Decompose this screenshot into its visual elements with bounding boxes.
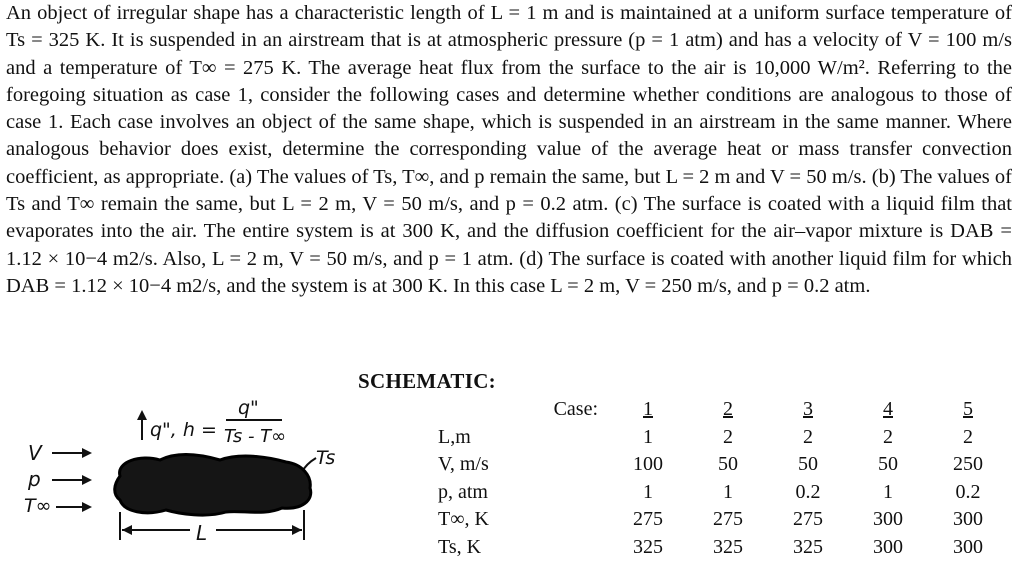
table-cell: 1	[643, 425, 653, 448]
table-cell: 2	[803, 425, 813, 448]
table-cell: 325	[713, 535, 743, 558]
row-label: Ts, K	[438, 535, 482, 558]
table-row	[438, 424, 1008, 452]
case-number: 3	[803, 398, 813, 421]
table-cell: 275	[713, 508, 743, 531]
table-cell: 50	[798, 453, 818, 476]
problem-statement: An object of irregular shape has a characteristic length of L = 1 m and is maintained at a uniform surface temperature of Ts = 325 K. It is suspended in an airstream that is at atmospheric pressure (p = 1 atm) and has a velocity of V = 100 m/s and a temperature of T∞ = 275 K. The average heat flux from the surface to the air is 10,000 W/m². Referring to the foregoing situation as case 1, consider the following cases and determine whether conditions are analogous to those of case 1. Each case involves an object of the same shape, which is suspended in an airstream in the same manner. Where analogous behavior does exist, determine the corresponding value of the average heat or mass transfer convection coefficient, as appropriate. (a) The values of Ts, T∞, and p remain the same, but L = 2 m and V = 50 m/s. (b) The values of Ts and T∞ remain the same, but L = 2 m, V = 50 m/s, and p = 0.2 atm. (c) The surface is coated with a liquid film that evaporates into the air. The entire system is at 300 K, and the diffusion coefficient for the air–vapor mixture is DAB = 1.12 × 10−4 m2/s. Also, L = 2 m, V = 50 m/s, and p = 1 atm. (d) The surface is coated with another liquid film for which DAB = 1.12 × 10−4 m2/s, and the system is at 300 K. In this case L = 2 m, V = 250 m/s, and p = 0.2 atm.	[6, 2, 1012, 297]
flux-arrow-head	[137, 410, 147, 420]
table-cell: 2	[963, 425, 973, 448]
table-cell: 1	[723, 480, 733, 503]
tinf-arrow-head	[82, 502, 92, 512]
case-number: 4	[883, 398, 893, 421]
length-arrow-left	[122, 525, 132, 535]
table-row	[438, 534, 1008, 562]
table-cell: 2	[883, 425, 893, 448]
row-label: T∞, K	[438, 508, 489, 531]
table-cell: 50	[878, 453, 898, 476]
table-row	[438, 451, 1008, 479]
pressure-arrow-head	[82, 475, 92, 485]
row-label: V, m/s	[438, 453, 489, 476]
schematic-heading: SCHEMATIC:	[358, 369, 496, 393]
table-row	[438, 479, 1008, 507]
flux-denominator-label: Ts - T∞	[224, 426, 287, 447]
table-cell: 250	[953, 453, 983, 476]
table-cell: 325	[793, 535, 823, 558]
row-label: p, atm	[438, 480, 488, 503]
case-number: 1	[643, 398, 653, 421]
table-cell: 300	[873, 508, 903, 531]
length-label: L	[196, 521, 208, 545]
irregular-object	[115, 455, 311, 516]
cases-table	[438, 396, 1008, 561]
table-cell: 300	[953, 508, 983, 531]
ts-label: Ts	[316, 447, 336, 469]
table-cell: 275	[633, 508, 663, 531]
flux-lhs-label: q", h =	[150, 419, 217, 441]
velocity-label: V	[28, 441, 42, 465]
table-row	[438, 506, 1008, 534]
case-label: Case:	[553, 398, 598, 421]
case-number: 2	[723, 398, 733, 421]
table-cell: 325	[633, 535, 663, 558]
table-cell: 2	[723, 425, 733, 448]
length-arrow-right	[292, 525, 302, 535]
table-cell: 275	[793, 508, 823, 531]
row-label: L,m	[438, 425, 471, 448]
table-cell: 1	[883, 480, 893, 503]
pressure-label: p	[28, 467, 41, 491]
table-cell: 0.2	[795, 480, 821, 503]
table-cell: 50	[718, 453, 738, 476]
tinf-label: T∞	[24, 495, 52, 517]
flux-numerator-label: q"	[238, 397, 259, 419]
schematic-sketch	[20, 380, 350, 550]
table-cell: 300	[873, 535, 903, 558]
table-cell: 1	[643, 480, 653, 503]
table-cell: 300	[953, 535, 983, 558]
table-header-row	[438, 396, 1008, 424]
table-cell: 100	[633, 453, 663, 476]
velocity-arrow-head	[82, 448, 92, 458]
table-cell: 0.2	[955, 480, 981, 503]
case-number: 5	[963, 398, 973, 421]
